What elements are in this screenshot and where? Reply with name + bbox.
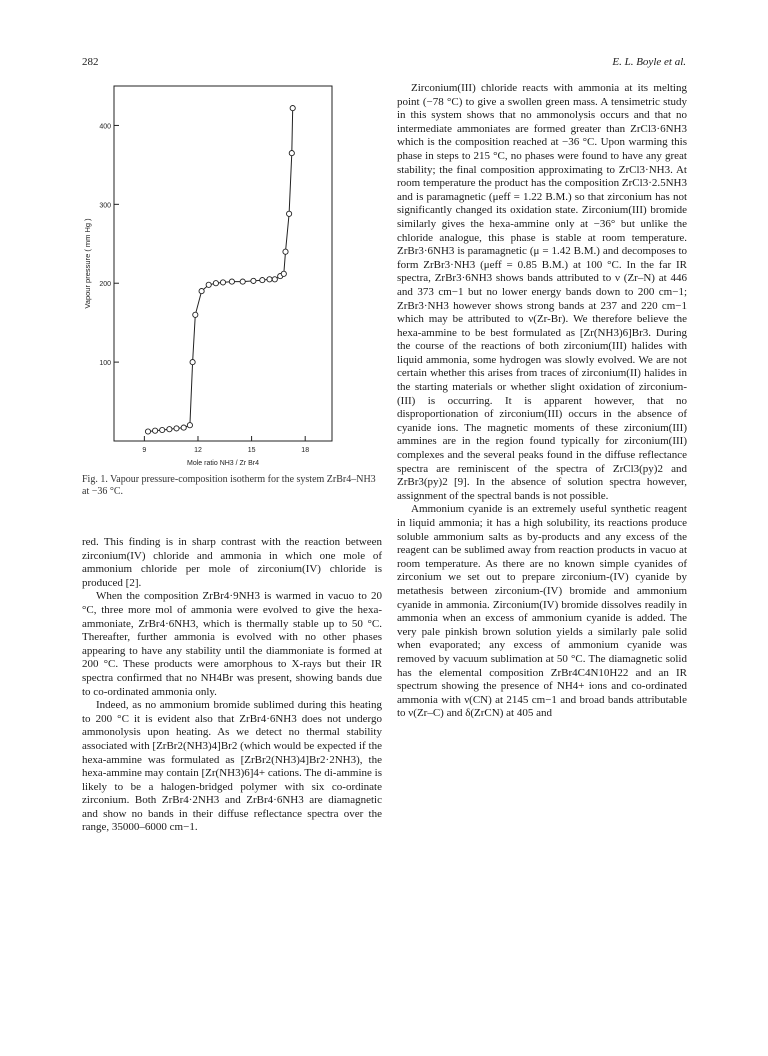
figure-1 — [80, 78, 380, 473]
data-point — [174, 426, 179, 431]
paragraph: red. This finding is in sharp contrast with the reaction between zirconium(IV) chloride and ammonia in which one mole of ammonium chloride per mole of zirconium(IV) chloride is produced [2]. — [82, 536, 382, 589]
figure-caption: Fig. 1. Vapour pressure-composition isotherm for the system ZrBr4–NH3 at −36 °C. — [82, 474, 376, 497]
paragraph: Zirconium(III) chloride reacts with ammonia at its melting point (−78 °C) to give a swollen green mass. A tensimetric study in this system shows that no ammonolysis occurs and that no intermediate ammoniates are formed greater than ZrCl3·6NH3 which is the composition reached at −36 °C. Upon warming this phase in steps to 215 °C, no phases were found to have any great stability; the final composition approximating to ZrCl3·NH3. At room temperature the product has the composition ZrCl3·2.5NH3 and is paramagnetic (μeff = 1.22 B.M.) so that zirconium has not significantly changed its oxidation state. Zirconium(III) bromide similarly gives the hexa-ammine only at −36° but unlike the chloride analogue, this phase is stable at room temperature. ZrBr3·6NH3 is paramagnetic (μ = 1.42 B.M.) and decomposes to form ZrBr3·NH3 (μeff = 0.85 B.M.) at 100 °C. In the far IR spectra, ZrBr3·6NH3 shows bands attributed to ν (Zr–N) at 446 and 373 cm−1 but no lower energy bands down to 200 cm−1; ZrBr3·NH3 however shows strong bands at 237 and 220 cm−1 which may be attributed to ν(Zr-Br). We therefore believe the hexa-ammine to be best formulated as [Zr(NH3)6]Br3. During the course of the reactions of both zirconium(III) halides with liquid ammonia, some hydrogen was slowly evolved. We are not certain whether this arises from traces of zirconium(II) halides in the starting materials or whether slight oxidation of zirconium-(III) is occurring. It is apparent however, that no disproportionation of zirconium(III) occurs in the absence of cyanide ions. The magnetic moments of these zirconium(III) ammines are in the region found typically for zirconium(III) complexes and the several peaks found in the diffuse reflectance spectra are reminiscent of the spectra of ZrCl3(py)2 and ZrBr3(py)2 [9]. In the absence of solution spectra however, assignment of the spectral bands is not possible. — [397, 82, 687, 502]
data-point — [213, 281, 218, 286]
data-point — [289, 151, 294, 156]
running-head: E. L. Boyle et al. — [612, 56, 686, 68]
plot-frame — [114, 86, 332, 441]
data-point — [220, 280, 225, 285]
data-point — [206, 282, 211, 287]
data-point — [187, 423, 192, 428]
x-tick-label: 12 — [194, 447, 202, 454]
data-point — [267, 277, 272, 282]
data-point — [287, 211, 292, 216]
data-point — [199, 289, 204, 294]
paragraph: When the composition ZrBr4·9NH3 is warmed in vacuo to 20 °C, three more mol of ammonia were evolved to give the hexa-ammoniate, ZrBr4·6NH3, which is thermally stable up to 50 °C. Thereafter, further ammonia is evolved with no other phases appearing to have any stability until the diammoniate is formed at 200 °C. These products were amorphous to X-rays but their IR spectra confirmed that no NH4Br was present, showing bands due to co-ordinated ammonia only. — [82, 590, 382, 698]
data-point — [251, 278, 256, 283]
y-axis-label: Vapour pressure ( mm Hg ) — [83, 218, 92, 309]
data-point — [290, 106, 295, 111]
data-point — [283, 249, 288, 254]
data-point — [153, 428, 158, 433]
data-point — [229, 279, 234, 284]
data-point — [181, 425, 186, 430]
x-axis-label: Mole ratio NH3 / Zr Br4 — [187, 460, 259, 467]
series-line — [148, 108, 293, 431]
data-point — [240, 279, 245, 284]
data-point — [281, 271, 286, 276]
left-column — [82, 536, 382, 835]
page-number: 282 — [82, 56, 99, 68]
y-tick-label: 200 — [99, 281, 111, 289]
data-point — [145, 429, 150, 434]
y-tick-label: 300 — [99, 202, 111, 210]
paragraph: Ammonium cyanide is an extremely useful synthetic reagent in liquid ammonia; it has a high solubility, its reactions produce soluble ammonium salts as by-products and any excess of the reagent can be sublimed away from reaction products in vacuo at room temperature. As there are no known simple cyanides of zirconium we set out to prepare zirconium-(IV) cyanide by metathesis between zirconium-(IV) bromide and ammonium cyanide in ammonia. Zirconium(IV) bromide dissolves readily in ammonia when an excess of ammonium cyanide is added. The very pale pinkish brown solution yields a similarly pale solid when evaporated; any excess of ammonium cyanide was removed by vacuum sublimation at 50 °C. The diamagnetic solid has the elemental composition ZrBr4C4N10H22 and an IR spectrum showing the presence of NH4+ ions and co-ordinated ammonia with ν(CN) at 2145 cm−1 and broad bands attributable to ν(Zr–C) and δ(ZrCN) at 405 and — [397, 503, 687, 720]
paragraph: Indeed, as no ammonium bromide sublimed during this heating to 200 °C it is evident also that ZrBr4·6NH3 does not undergo ammonolysis upon heating. As we detect no thermal stability associated with [ZrBr2(NH3)4]Br2 (which would be expected if the hexa-ammine was formulated as [ZrBr2(NH3)4]Br2·2NH3), the hexa-ammine may contain [Zr(NH3)6]4+ cations. The di-ammine is likely to be a halogen-bridged polymer with six co-ordinate zirconium. Both ZrBr4·2NH3 and ZrBr4·6NH3 are diamagnetic and show no bands in their diffuse reflectance spectra over the range, 35000–6000 cm−1. — [82, 699, 382, 834]
isotherm-chart — [80, 78, 380, 473]
x-tick-label: 18 — [301, 447, 310, 454]
data-point — [260, 278, 265, 283]
x-tick-label: 9 — [142, 447, 147, 454]
data-point — [190, 360, 195, 365]
x-tick-label: 15 — [247, 447, 256, 454]
y-tick-label: 400 — [99, 123, 111, 131]
right-column — [397, 82, 687, 721]
data-point — [160, 427, 165, 432]
data-point — [167, 427, 172, 432]
y-tick-label: 100 — [99, 360, 111, 368]
data-point — [193, 312, 198, 317]
data-point — [272, 277, 277, 282]
